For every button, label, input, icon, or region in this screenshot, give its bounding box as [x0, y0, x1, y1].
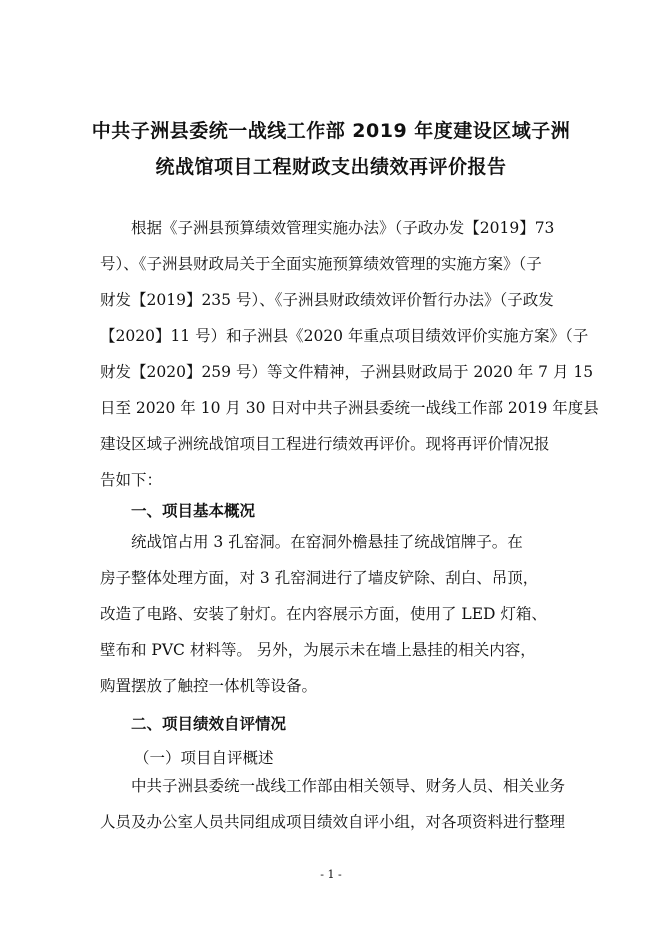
paragraph-line: 日至 2020 年 10 月 30 日对中共子洲县委统一战线工作部 2019 年度县 [100, 399, 599, 417]
paragraph-line: 改造了电路、安装了射灯。在内容展示方面，使用了 LED 灯箱、 [100, 605, 547, 623]
paragraph-line: 【2020】11 号）和子洲县《2020 年重点项目绩效评价实施方案》（子 [100, 327, 589, 345]
paragraph-line: 房子整体处理方面，对 3 孔窑洞进行了墙皮铲除、刮白、吊顶， [100, 569, 539, 587]
paragraph-line: 购置摆放了触控一体机等设备。 [100, 677, 318, 695]
section2-paragraph [100, 768, 570, 840]
paragraph-line: 财发【2020】259 号）等文件精神，子洲县财政局于 2020 年 7 月 15 [100, 363, 594, 381]
document-title-line-1: 中共子洲县委统一战线工作部 2019 年度建设区域子洲 [91, 120, 571, 142]
intro-paragraph [100, 210, 599, 498]
paragraph-line: 统战馆占用 3 孔窑洞。在窑洞外檐悬挂了统战馆牌子。在 [131, 533, 523, 551]
document-title-line-2: 统战馆项目工程财政支出绩效再评价报告 [155, 156, 507, 178]
section-heading-2: 二、项目绩效自评情况 [131, 715, 287, 733]
section1-paragraph [100, 524, 570, 704]
paragraph-line: 告如下： [100, 471, 163, 489]
paragraph-line: 壁布和 PVC 材料等。 另外，为展示未在墙上悬挂的相关内容， [100, 641, 536, 659]
paragraph-line: 号）、《子洲县财政局关于全面实施预算绩效管理的实施方案》（子 [100, 255, 542, 273]
paragraph-line: 根据《子洲县预算绩效管理实施办法》（子政办发【2019】73 [131, 219, 555, 237]
paragraph-line: 建设区域子洲统战馆项目工程进行绩效再评价。现将再评价情况报 [100, 435, 550, 453]
paragraph-line: 中共子洲县委统一战线工作部由相关领导、财务人员、相关业务 [131, 777, 566, 795]
paragraph-line: 财发【2019】235 号）、《子洲县财政绩效评价暂行办法》（子政发 [100, 291, 554, 309]
section-heading-1: 一、项目基本概况 [131, 502, 256, 520]
subsection-heading: （一）项目自评概述 [134, 749, 274, 767]
paragraph-line: 人员及办公室人员共同组成项目绩效自评小组，对各项资料进行整理 [100, 813, 566, 831]
page-number: - 1 - [320, 868, 342, 881]
